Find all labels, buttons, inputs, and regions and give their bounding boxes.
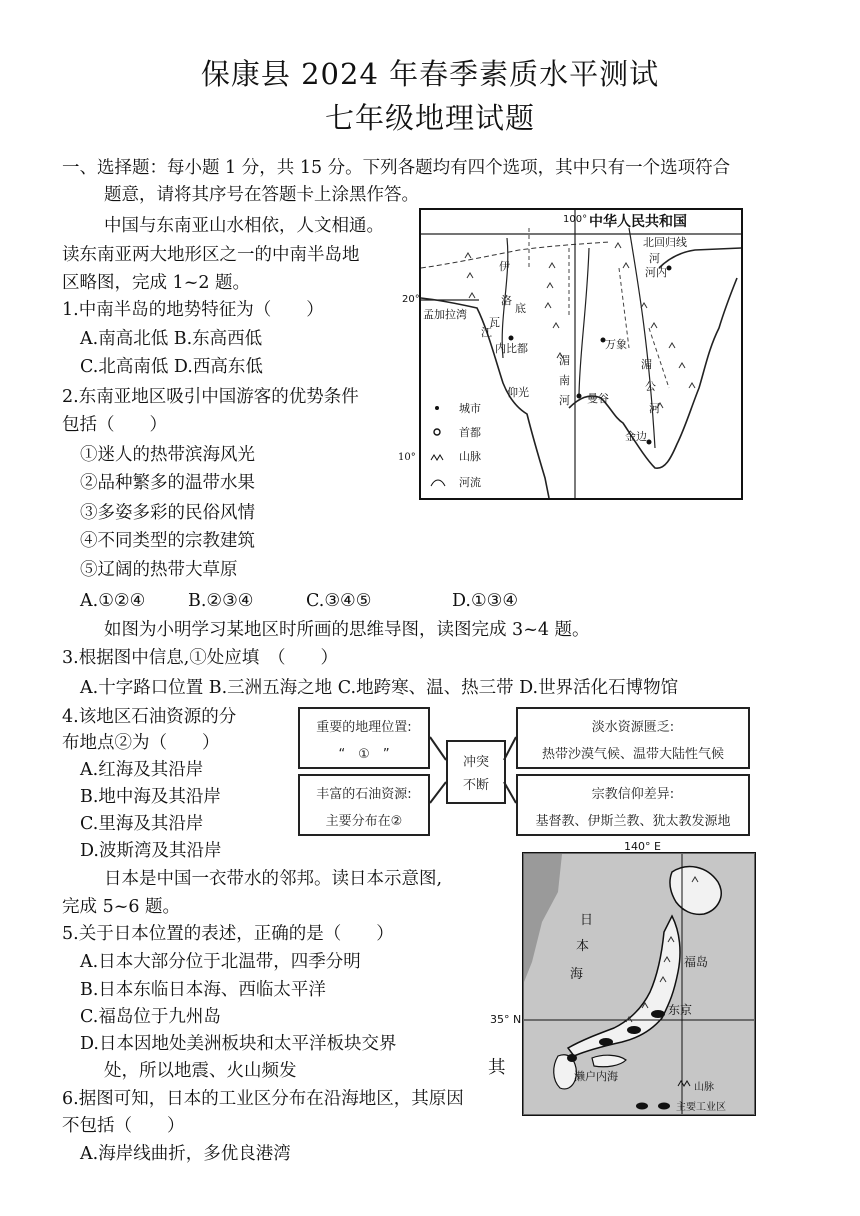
question-item: ②品种繁多的温带水果 <box>80 473 255 493</box>
city-label: 河内 <box>645 266 667 279</box>
exam-subtitle: 七年级地理试题 <box>324 101 535 135</box>
intro-text: 区略图，完成 1~2 题。 <box>62 273 251 293</box>
option-b: B.地中海及其沿岸 <box>80 787 221 807</box>
river-char: 底 <box>515 302 526 315</box>
intro-text: 读东南亚两大地形区之一的中南半岛地 <box>62 245 360 265</box>
river-char: 河 <box>649 252 660 265</box>
option-d-cont: 处，所以地震、火山频发 <box>104 1061 297 1081</box>
question-stem: 2.东南亚地区吸引中国游客的优势条件 <box>62 387 359 407</box>
tropic-label: 北回归线 <box>643 236 687 249</box>
stray-char: 其 <box>488 1058 506 1078</box>
question-item: ④不同类型的宗教建筑 <box>80 531 255 551</box>
river-char: 洛 <box>501 294 512 307</box>
mindmap-box-content: 主要分布在② <box>325 814 403 829</box>
option-c: C.里海及其沿岸 <box>80 814 204 834</box>
city-label: 内比都 <box>495 342 528 355</box>
option-a: A.①②④ <box>80 591 146 611</box>
mindmap-box-content: “ ① ” <box>338 747 390 762</box>
sea-char: 海 <box>570 967 584 982</box>
river-char: 南 <box>559 374 570 387</box>
question-stem: 不包括（ ） <box>62 1116 185 1136</box>
mindmap-box-title: 丰富的石油资源: <box>316 787 412 802</box>
mindmap-box-content: 基督教、伊斯兰教、犹太教发源地 <box>535 814 731 829</box>
legend-label: 主要工业区 <box>676 1102 726 1113</box>
legend-label: 河流 <box>459 476 481 489</box>
option-c: C.③④⑤ <box>306 591 372 611</box>
question-options: A.南高北低 B.东高西低 <box>80 329 263 349</box>
lat-label: 20° <box>402 294 420 305</box>
question-stem: 3.根据图中信息,①处应填 （ ） <box>62 648 339 668</box>
intro-text: 中国与东南亚山水相依，人文相通。 <box>104 216 384 236</box>
option-a: A.日本大部分位于北温带，四季分明 <box>80 952 361 972</box>
country-label: 中华人民共和国 <box>589 214 687 230</box>
mindmap-box-content: 热带沙漠气候、温带大陆性气候 <box>541 747 724 762</box>
question-stem: 布地点②为（ ） <box>62 733 220 753</box>
river-char: 公 <box>645 380 656 393</box>
legend-label: 山脉 <box>459 450 481 463</box>
inland-sea-label: 濑户内海 <box>574 1070 618 1083</box>
question-item: ③多姿多彩的民俗风情 <box>80 503 255 523</box>
sea-char: 日 <box>580 913 594 928</box>
question-stem: 包括（ ） <box>62 415 167 435</box>
lon-140-label: 140° E <box>624 840 661 853</box>
intro-text: 完成 5~6 题。 <box>62 897 181 917</box>
river-char: 湄 <box>641 358 652 371</box>
question-stem: 6.据图可知，日本的工业区分布在沿海地区，其原因 <box>62 1089 464 1109</box>
section-heading-cont: 题意，请将其序号在答题卡上涂黑作答。 <box>104 185 419 205</box>
intro-text: 日本是中国一衣带水的邻邦。读日本示意图, <box>104 869 443 889</box>
option-d: D.日本因地处美洲板块和太平洋板块交界 <box>80 1034 397 1054</box>
river-char: 湄 <box>559 354 570 367</box>
option-b: B.日本东临日本海、西临太平洋 <box>80 980 326 1000</box>
lat-35-label: 35° N <box>490 1013 522 1026</box>
city-label: 仰光 <box>507 386 529 399</box>
question-stem: 4.该地区石油资源的分 <box>62 707 237 727</box>
city-label: 曼谷 <box>587 392 609 405</box>
section-heading: 一、选择题：每小题 1 分，共 15 分。下列各题均有四个选项，其中只有一个选项符合 <box>62 158 731 178</box>
exam-title: 保康县 2024 年春季素质水平测试 <box>200 57 660 91</box>
sea-char: 本 <box>576 939 590 954</box>
question-item: ①迷人的热带滨海风光 <box>80 445 255 465</box>
city-label: 万象 <box>605 338 627 351</box>
mindmap-box-title: 淡水资源匮乏: <box>591 720 675 735</box>
legend-label: 山脉 <box>694 1082 714 1093</box>
option-c: C.福岛位于九州岛 <box>80 1007 221 1027</box>
river-char: 瓦 <box>489 316 500 329</box>
river-char: 河 <box>649 402 660 415</box>
bay-label: 孟加拉湾 <box>423 308 467 321</box>
river-char: 伊 <box>499 260 510 273</box>
question-stem: 1.中南半岛的地势特征为（ ） <box>62 300 324 320</box>
option-d: D.①③④ <box>452 591 519 611</box>
option-d: D.波斯湾及其沿岸 <box>80 841 222 861</box>
option-a: A.海岸线曲折，多优良港湾 <box>80 1144 291 1164</box>
city-label: 金边 <box>625 430 647 443</box>
question-stem: 5.关于日本位置的表述，正确的是（ ） <box>62 924 394 944</box>
mindmap-box-title: 宗教信仰差异: <box>591 787 675 802</box>
river-char: 河 <box>559 394 570 407</box>
river-char: 江 <box>481 326 492 339</box>
option-b: B.②③④ <box>188 591 254 611</box>
lat-10-label: 10° <box>398 452 416 463</box>
fukushima-label: 福岛 <box>684 955 709 969</box>
question-item: ⑤辽阔的热带大草原 <box>80 560 238 580</box>
option-a: A.红海及其沿岸 <box>80 760 204 780</box>
mindmap-center-label: 不断 <box>462 778 489 793</box>
japan-map <box>522 852 756 1116</box>
question-options: C.北高南低 D.西高东低 <box>80 357 263 377</box>
intro-text: 如图为小明学习某地区时所画的思维导图，读图完成 3~4 题。 <box>104 620 590 640</box>
tokyo-label: 东京 <box>668 1003 693 1017</box>
legend-label: 首都 <box>459 426 481 439</box>
lon-label: 100° <box>563 214 588 225</box>
legend-label: 城市 <box>459 402 481 415</box>
mindmap-center-label: 冲突 <box>462 755 489 770</box>
indochina-map <box>402 208 743 500</box>
question-options: A.十字路口位置 B.三洲五海之地 C.地跨寒、温、热三带 D.世界活化石博物馆 <box>80 678 679 698</box>
mindmap-box-title: 重要的地理位置: <box>316 720 412 735</box>
